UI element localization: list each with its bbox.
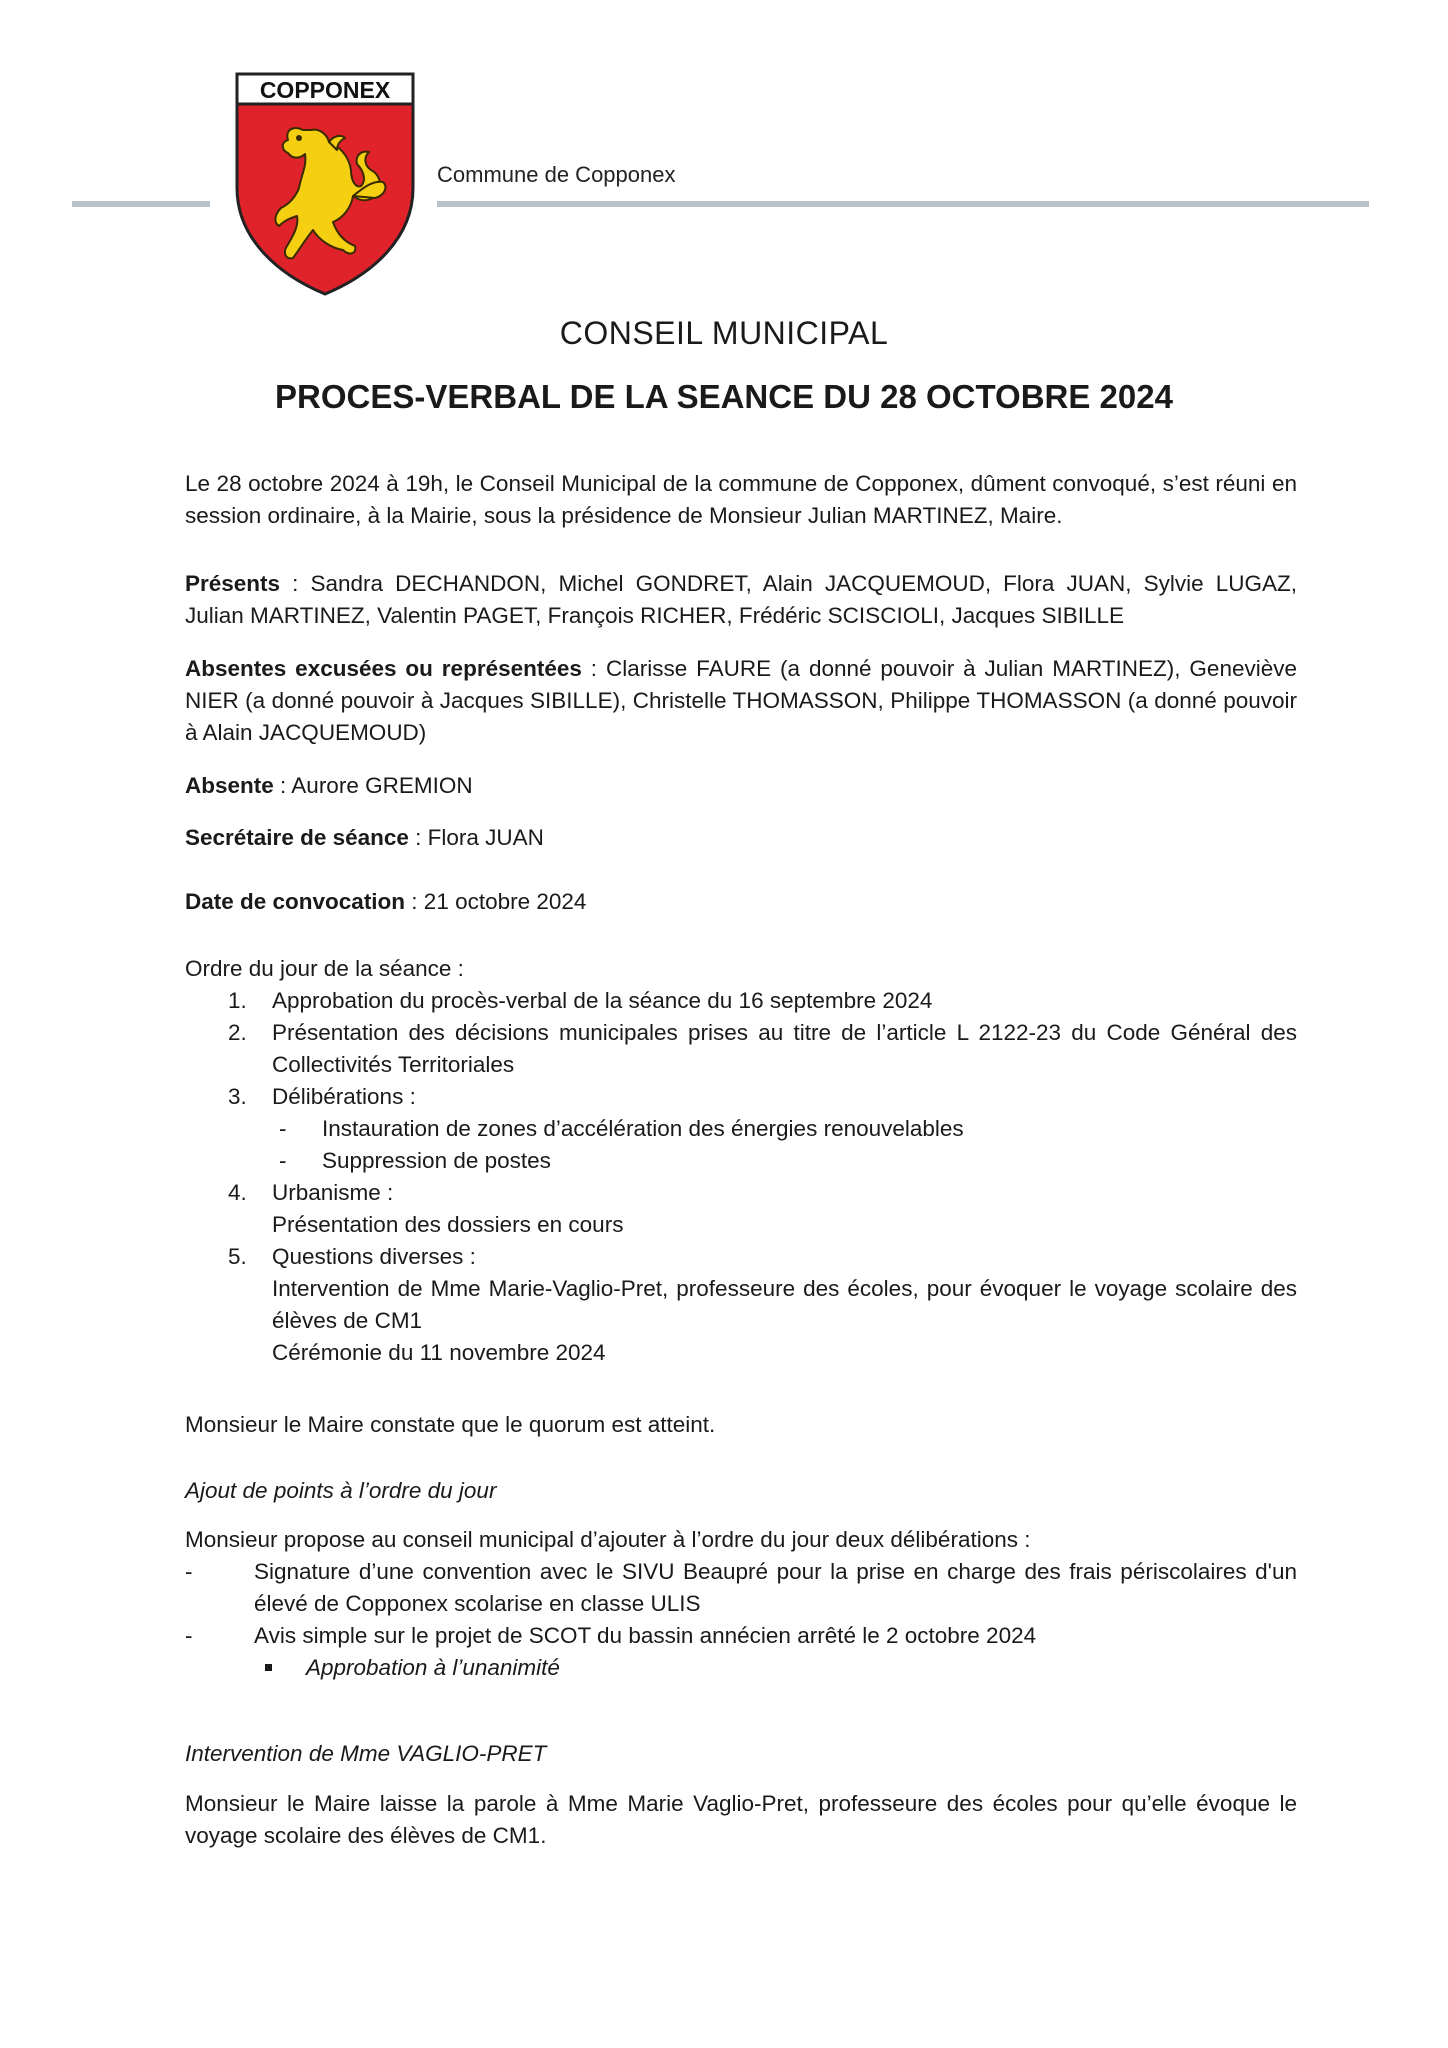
agenda-detail: Intervention de Mme Marie-Vaglio-Pret, professeure des écoles, pour évoquer le voyage scolaire des élèves de CM1: [272, 1276, 1297, 1333]
secretaire-paragraph: [185, 822, 1297, 854]
agenda-item: 2. Présentation des décisions municipales prises au titre de l’article L 2122-23 du Code Général des Collectivités Territoriales: [228, 1020, 1297, 1077]
secretaire-value: : Flora JUAN: [408, 825, 544, 850]
agenda-detail: Cérémonie du 11 novembre 2024: [272, 1340, 606, 1365]
header-rule-left: [72, 201, 210, 207]
copponex-crest-logo: [233, 70, 417, 296]
agenda-item: 4. Urbanisme :: [228, 1180, 394, 1205]
agenda-item: 3. Délibérations :: [228, 1084, 416, 1109]
agenda-subitem: - Suppression de postes: [279, 1148, 551, 1173]
commune-name: Commune de Copponex: [437, 162, 676, 187]
intervention-paragraph: Monsieur le Maire laisse la parole à Mme Marie Vaglio-Pret, professeure des écoles pour qu’elle évoque le voyage scolaire des élèves de CM1.: [185, 1791, 1297, 1848]
absente-value: : Aurore GREMION: [273, 773, 473, 798]
intro-paragraph: Le 28 octobre 2024 à 19h, le Conseil Municipal de la commune de Copponex, dûment convoqué, s’est réuni en session ordinaire, à la Mairie, sous la présidence de Monsieur Julian MARTINEZ, Maire.: [185, 471, 1297, 528]
minutes-title: PROCES-VERBAL DE LA SEANCE DU 28 OCTOBRE 2024: [275, 378, 1173, 415]
ajout-item: - Avis simple sur le projet de SCOT du bassin annécien arrêté le 2 octobre 2024: [185, 1623, 1037, 1648]
ajout-vote: Approbation à l’unanimité: [185, 1652, 1297, 1684]
agenda-subitem: - Instauration de zones d’accélération des énergies renouvelables: [279, 1116, 964, 1141]
agenda-item: 5. Questions diverses :: [228, 1244, 476, 1269]
convocation-paragraph: [185, 886, 1297, 918]
absente-label: Absente: [185, 773, 274, 798]
quorum-paragraph: Monsieur le Maire constate que le quorum est atteint.: [185, 1412, 716, 1437]
excuses-label: Absentes excusées ou représentées: [185, 656, 582, 681]
ajout-item: - Signature d’une convention avec le SIVU Beaupré pour la prise en charge des frais périscolaires d'un élevé de Copponex scolarise en classe ULIS: [185, 1559, 1297, 1616]
secretaire-label: Secrétaire de séance: [185, 825, 409, 850]
agenda-detail: Présentation des dossiers en cours: [272, 1212, 624, 1237]
presents-paragraph: [185, 568, 1297, 632]
convocation-label: Date de convocation: [185, 889, 406, 914]
header-rule-right: [437, 201, 1369, 207]
agenda-item: 1. Approbation du procès-verbal de la séance du 16 septembre 2024: [228, 988, 933, 1013]
convocation-value: : 21 octobre 2024: [405, 889, 587, 914]
agenda-section: [185, 953, 1297, 1369]
svg-text:COPPONEX: COPPONEX: [259, 77, 391, 103]
absente-paragraph: [185, 770, 1297, 802]
ajout-section: [185, 1524, 1297, 1684]
intervention-heading: Intervention de Mme VAGLIO-PRET: [185, 1741, 547, 1766]
square-bullet-icon: [265, 1664, 272, 1671]
council-title: CONSEIL MUNICIPAL: [559, 315, 889, 351]
ajout-text: Monsieur propose au conseil municipal d’ajouter à l’ordre du jour deux délibérations :: [185, 1527, 1031, 1552]
excuses-value: : Clarisse FAURE (a donné pouvoir à Julian MARTINEZ), Geneviève NIER (a donné pouvoir à Jacques SIBILLE), Christelle THOMASSON, Philippe THOMASSON (a donné pouvoir à Alain JACQUEMOUD): [185, 656, 1297, 745]
agenda-heading: Ordre du jour de la séance :: [185, 956, 464, 981]
ajout-heading: Ajout de points à l’ordre du jour: [185, 1478, 497, 1503]
presents-value: : Sandra DECHANDON, Michel GONDRET, Alain JACQUEMOUD, Flora JUAN, Sylvie LUGAZ, Julian MARTINEZ, Valentin PAGET, François RICHER, Frédéric SCISCIOLI, Jacques SIBILLE: [185, 571, 1297, 628]
excuses-paragraph: [185, 653, 1297, 749]
presents-label: Présents: [185, 571, 281, 596]
